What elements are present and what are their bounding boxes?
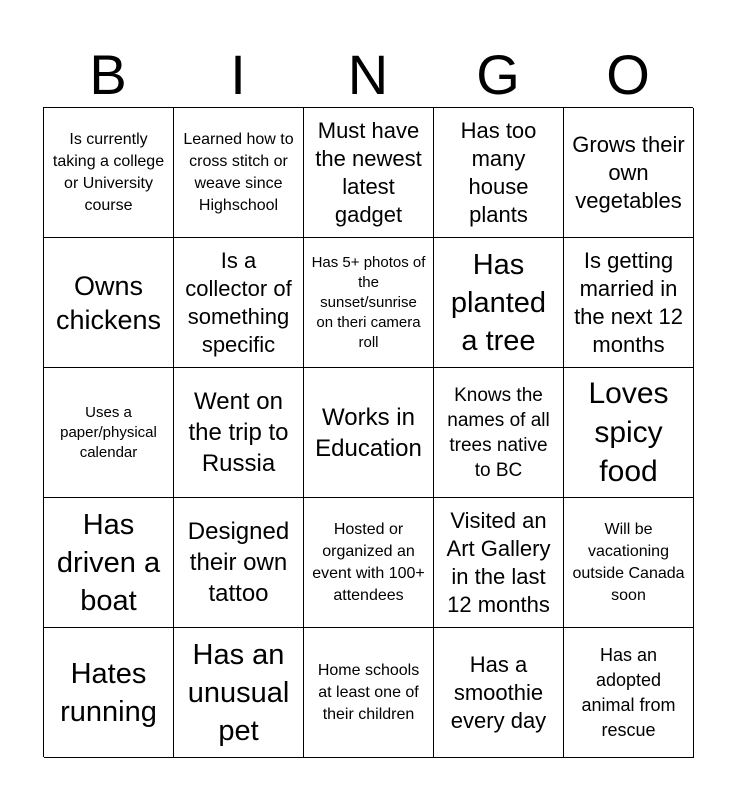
cell-text: Has a smoothie every day — [450, 651, 547, 733]
header-letter-i: I — [230, 43, 246, 106]
header-letter-g: G — [476, 43, 520, 106]
bingo-cell[interactable] — [174, 628, 304, 758]
cell-text: Hates running — [60, 657, 157, 728]
bingo-cell[interactable] — [434, 238, 564, 368]
bingo-cell[interactable] — [304, 368, 434, 498]
cell-text: Visited an Art Gallery in the last 12 months — [446, 507, 551, 617]
cell-text: Has an unusual pet — [187, 638, 290, 747]
cell-text: Is a collector of something specific — [185, 247, 292, 357]
header-letter-b: B — [89, 43, 127, 106]
bingo-header — [43, 42, 693, 108]
bingo-cell[interactable] — [434, 628, 564, 758]
bingo-cell[interactable] — [304, 108, 434, 238]
bingo-cell[interactable] — [174, 108, 304, 238]
cell-text: Went on the trip to Russia — [188, 388, 289, 477]
bingo-cell[interactable] — [434, 498, 564, 628]
bingo-cell[interactable] — [304, 498, 434, 628]
bingo-cell[interactable] — [44, 628, 174, 758]
header-letter-n: N — [347, 43, 389, 106]
cell-text: Loves spicy food — [588, 377, 669, 488]
bingo-cell[interactable] — [44, 238, 174, 368]
cell-text: Designed their own tattoo — [187, 518, 290, 607]
cell-text: Is getting married in the next 12 months — [574, 247, 683, 357]
cell-text: Is currently taking a college or University course — [52, 130, 165, 214]
bingo-cell[interactable] — [174, 368, 304, 498]
cell-text: Knows the names of all trees native to BC — [447, 384, 550, 481]
bingo-cell[interactable] — [564, 108, 694, 238]
bingo-cell[interactable] — [564, 238, 694, 368]
cell-text: Learned how to cross stitch or weave since Highschool — [183, 130, 294, 214]
cell-text: Has too many house plants — [460, 117, 537, 227]
cell-text: Grows their own vegetables — [572, 131, 685, 213]
bingo-board — [43, 107, 693, 757]
bingo-cell[interactable] — [44, 368, 174, 498]
cell-text: Has driven a boat — [56, 508, 161, 617]
bingo-cell[interactable] — [44, 108, 174, 238]
bingo-cell[interactable] — [564, 628, 694, 758]
bingo-cell[interactable] — [174, 498, 304, 628]
cell-text: Home schools at least one of their children — [317, 661, 420, 723]
bingo-cell[interactable] — [304, 628, 434, 758]
header-letter-o: O — [606, 43, 650, 106]
cell-text: Has an adopted animal from rescue — [581, 644, 676, 740]
bingo-cell[interactable] — [434, 108, 564, 238]
cell-text: Must have the newest latest gadget — [315, 117, 422, 227]
cell-text: Works in Education — [315, 403, 422, 462]
bingo-cell[interactable] — [304, 238, 434, 368]
cell-text: Hosted or organized an event with 100+ attendees — [312, 520, 425, 604]
bingo-cell[interactable] — [564, 368, 694, 498]
cell-text: Uses a paper/physical calendar — [60, 403, 157, 461]
cell-text: Will be vacationing outside Canada soon — [572, 520, 685, 604]
bingo-cell[interactable] — [174, 238, 304, 368]
bingo-cell[interactable] — [434, 368, 564, 498]
bingo-cell[interactable] — [564, 498, 694, 628]
cell-text: Has 5+ photos of the sunset/sunrise on theri camera roll — [311, 253, 426, 351]
cell-text: Has planted a tree — [450, 248, 547, 357]
cell-text: Owns chickens — [55, 270, 162, 335]
bingo-cell[interactable] — [44, 498, 174, 628]
